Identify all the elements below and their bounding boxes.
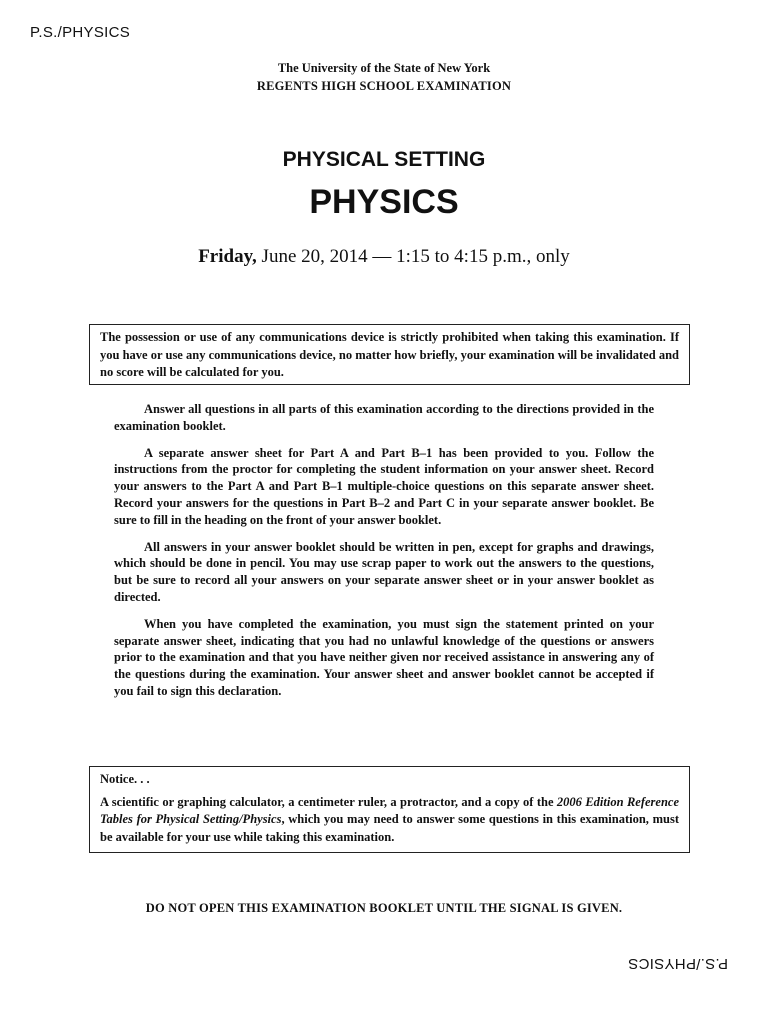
notice-text-end: , which you may need to answer some questions in this examination, must be available for your use while taking this examination. [100, 812, 680, 844]
notice-text-start: A scientific or graphing calculator, a centimeter ruler, a protractor, and a copy of the [100, 794, 557, 809]
exam-type: REGENTS HIGH SCHOOL EXAMINATION [256, 79, 512, 93]
instructions [114, 401, 654, 710]
notice-box [89, 766, 690, 853]
instruction-paragraph: When you have completed the examination, you must sign the statement printed on your separate answer sheet, indicating that you had no unlawful knowledge of the questions or answers prior to the examination and that you have neither given nor received assistance in answering any of the questions during the examination. Your answer sheet and answer booklet cannot be accepted if you fail to sign this declaration. [114, 616, 654, 698]
instruction-paragraph: All answers in your answer booklet should be written in pen, except for graphs and drawings, which should be done in pencil. You may use scrap paper to work out the answers to the questions, but be sure to record all your answers on your separate answer sheet or in your answer booklet as directed. [114, 539, 654, 604]
communications-warning-text: The possession or use of any communications device is strictly prohibited when taking this examination. If you have or use any communications device, no matter how briefly, your examination will be invalidated and no score will be calculated for you. [100, 330, 679, 379]
exam-date [0, 246, 768, 268]
notice-text [100, 794, 679, 847]
reference-tables-title: 2006 Edition Reference Tables for Physical Setting/Physics [100, 794, 679, 826]
university-name: The University of the State of New York [277, 61, 491, 75]
corner-label-bottom-inverted: P.S./PHYSICS [628, 955, 729, 972]
page-title: PHYSICS [309, 183, 459, 221]
subject-line: PHYSICAL SETTING [282, 148, 486, 171]
corner-label-top: P.S./PHYSICS [30, 24, 131, 41]
communications-warning-box [89, 324, 690, 385]
instruction-paragraph: Answer all questions in all parts of this examination according to the directions provided in the examination booklet. [114, 402, 654, 433]
notice-title: Notice. . . [100, 772, 150, 786]
exam-day: Friday, [198, 246, 257, 267]
instruction-paragraph: A separate answer sheet for Part A and Part B–1 has been provided to you. Follow the instructions from the proctor for completing the student information on your answer sheet. Record your answers to the Part A and Part B–1 multiple-choice questions on this separate answer sheet. Record your answers for the questions in Part B–2 and Part C in your separate answer booklet. Be sure to fill in the heading on the front of your answer booklet. [114, 445, 654, 527]
exam-date-time: June 20, 2014 — 1:15 to 4:15 p.m., only [256, 246, 570, 267]
do-not-open-warning: DO NOT OPEN THIS EXAMINATION BOOKLET UNTIL THE SIGNAL IS GIVEN. [145, 901, 623, 915]
